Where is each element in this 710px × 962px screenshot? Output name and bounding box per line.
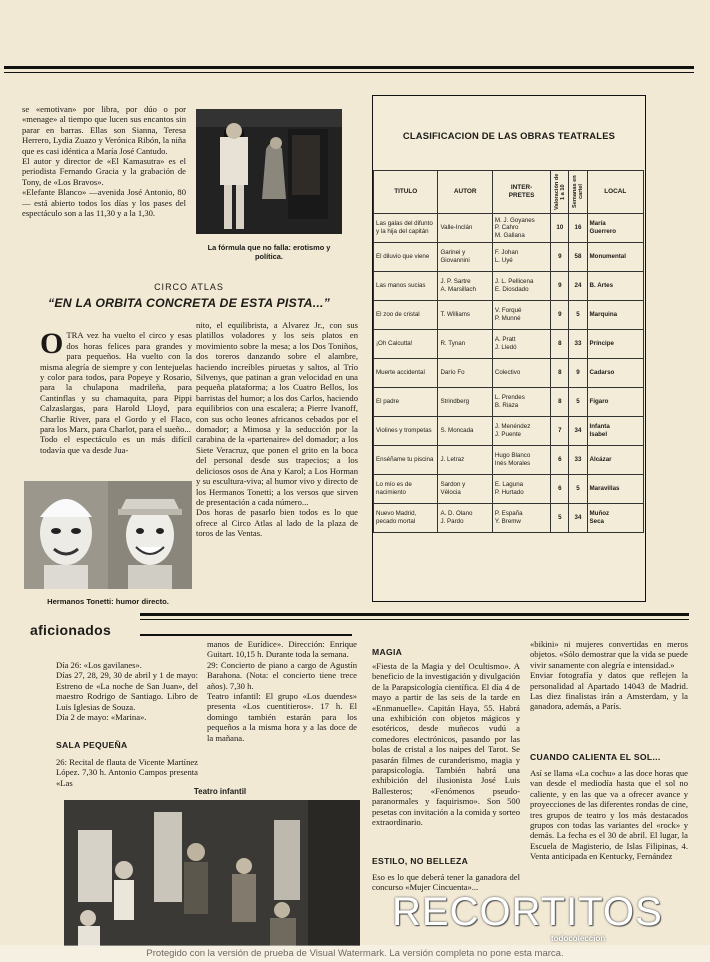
article-text-top: se «emotivan» por libra, por dúo o por «menage» al tiempo que lucen sus encantos sin parar en barras. Ellas son Sianna, Teresa Herrero, Lydia Zuazo y Verónica Ribón, la niña que es casi idéntica a María José Cantudo. El autor y director de «El Kamasutra» es el periodista Fernando Gracia y la grabación de Tony, de «Los Bravos». «Elefante Blanco» —avenida José Antonio, 80— está abierto todos los días y los pases del espectáculo son a las 11,30 y a la 1,30. — [22, 104, 186, 219]
cell-interpretes: Colectivo — [492, 359, 550, 388]
photo-teatro-infantil — [64, 800, 360, 946]
cell-titulo: Violines y trompetas — [374, 417, 438, 446]
classification-row — [374, 446, 644, 475]
classification-box — [372, 95, 646, 602]
classification-row — [374, 243, 644, 272]
stage-photo-illustration — [196, 109, 342, 234]
cell-semanas: 58 — [569, 243, 587, 272]
classification-row — [374, 330, 644, 359]
circo-text-1: TRA vez ha vuelto el circo y esas dos horas felices para grandes y para pequeños. Ha vuelto con la misma alegría de siempre y con lentejuelas y color para todos, para Popeye y Rosario, para la chulapona madrileña, para Cantinflas y su chamaquita, para Pippi Calzaslargas, para Harold Lloyd, para Charlie River, para el Gordo y el Flaco, para los Marx, para Charlot, para el sueño... Todo el espectáculo es un más difícil todavía que va desde Jua- — [40, 330, 192, 455]
right-column-text-1: «bikini» ni mujeres convertidas en meros objetos. «Sólo demostrar que la vida se puede vivir sanamente con alegría e intensidad.» Enviar fotografía y datos que reflejen la personalidad al Apartado 14043 de Madrid. Las diez finalistas irán a Amsterdam, y la ganadora, además, a París. — [530, 639, 688, 712]
aficionados-column-2: manos de Eurídice». Dirección: Enrique Guitart. 10,15 h. Durante toda la semana. 29: Concierto de piano a cargo de Agustín Barahona. (Nota: el concierto tiene trece años). 7,30 h. Teatro infantil: El grupo «Los duendes» presenta «Los cuentitieros». 17 h. El domingo también estarán para los pequeños a la misma hora y a las doce de la mañana. — [207, 639, 357, 743]
col-header-titulo: TITULO — [374, 171, 438, 214]
magia-text: «Fiesta de la Magia y del Ocultismo». A beneficio de la investigación y divulgación de la Parapsicología científica. El día 4 de mayo a partir de las seis de la tarde en «Enmanuelle». Capitán Haya, 55. Habrá una exhibición con objetos mágicos y esotéricos, desde muñecos vudú a comedores electrónicos, pasando por las bolas de cristal a los naipes del Tarot. Se pasarán filmes de curanderismo, magia y parapsicología. También habrá una exhibición del ilusionista José Luis Ballesteros; «Fenómenos pseudo-paranormales y faquirismo». Son 500 pesetas con invitación a la comida y sorteo extraordinario. — [372, 661, 520, 828]
cell-autor: Garinei y Giovannini — [438, 243, 492, 272]
cell-semanas: 24 — [569, 272, 587, 301]
cell-semanas: 34 — [569, 504, 587, 533]
circo-column-2: nito, el equilibrista, a Alvarez Jr., con sus platillos voladores y los seis platos en movimiento sobre la mesa; a los Dos Toniños, dos toreros danzando sobre el alambre, haciendo increíbles piruetas y saltos, al Trío Silvenys, que patinan a gran velocidad en una pequeña plataforma; a los Cuatro Bellos, los barristas del humor; a los dos Carlos, haciendo equilibrios con una escalera; a Pierre Ivanoff, con sus ocho leones africanos cebados por el domador; a Mimosa y la seducción por la carabina de la «partenaire» del domador; a los Siete Veracruz, que ponen el grito en la boca del personal desde sus trapecios; a los deliciosos osos de Ana y Karol; a Los Horman y su escultura-viva; al humor vivo y directo de los Hermanos Tonetti; a los versos que sirven de presentación a cada número... Dos horas de pasarlo bien todos es lo que ofrece al Circo Atlas al lado de la plaza de toros de las Ventas. — [196, 320, 358, 539]
cell-interpretes: V. Forqué P. Munné — [492, 301, 550, 330]
classification-row — [374, 388, 644, 417]
cell-interpretes: E. Laguna P. Hurtado — [492, 475, 550, 504]
cell-autor: T. Williams — [438, 301, 492, 330]
section-cuando-calienta-el-sol: CUANDO CALIENTA EL SOL... — [530, 752, 661, 762]
visual-watermark-notice: Protegido con la versión de prueba de Visual Watermark. La versión completa no pone esta marca. — [0, 945, 710, 962]
cell-valoracion: 8 — [551, 388, 569, 417]
photo-hermanos-tonetti — [24, 481, 192, 589]
cell-autor: J. Letraz — [438, 446, 492, 475]
cell-local: María Guerrero — [587, 214, 643, 243]
cell-valoracion: 9 — [551, 301, 569, 330]
section-sala-pequena: SALA PEQUEÑA — [56, 740, 128, 750]
cell-titulo: Muerte accidental — [374, 359, 438, 388]
cell-autor: R. Tynan — [438, 330, 492, 359]
top-rule-thin — [4, 72, 694, 73]
cell-autor: Sardon y Vélocia — [438, 475, 492, 504]
cell-autor: Strindberg — [438, 388, 492, 417]
clowns-photo-illustration — [24, 481, 192, 589]
cell-semanas: 33 — [569, 330, 587, 359]
col-header-interpretes: INTER- PRETES — [492, 171, 550, 214]
section-heading-aficionados: aficionados — [30, 622, 112, 638]
cell-titulo: Enséñame tu piscina — [374, 446, 438, 475]
classification-title: CLASIFICACION DE LAS OBRAS TEATRALES — [402, 130, 616, 141]
cell-local: Muñoz Seca — [587, 504, 643, 533]
cell-interpretes: L. Prendes B. Riaza — [492, 388, 550, 417]
cell-valoracion: 6 — [551, 475, 569, 504]
cell-titulo: Nuevo Madrid, pecado mortal — [374, 504, 438, 533]
cell-valoracion: 8 — [551, 359, 569, 388]
cell-autor: S. Moncada — [438, 417, 492, 446]
col-header-valoracion: Valoración de 1 a 10 — [551, 171, 569, 214]
photo-caption-teatro-infantil: Teatro infantil — [193, 787, 247, 796]
photo-erotismo-politica — [196, 109, 342, 234]
cell-autor: Valle-Inclán — [438, 214, 492, 243]
cell-local: Alcázar — [587, 446, 643, 475]
middle-rule — [140, 613, 689, 616]
cell-valoracion: 5 — [551, 504, 569, 533]
cell-local: Príncipe — [587, 330, 643, 359]
cell-valoracion: 9 — [551, 272, 569, 301]
recortitos-brand: RECORTITOS — [392, 890, 663, 934]
section-magia: MAGIA — [372, 647, 403, 657]
cell-valoracion: 9 — [551, 243, 569, 272]
estilo-text: Eso es lo que deberá tener la ganadora del concurso «Mujer Cincuenta»... — [372, 872, 520, 893]
cell-valoracion: 10 — [551, 214, 569, 243]
cell-titulo: ¡Oh Calcutta! — [374, 330, 438, 359]
cell-local: Marquina — [587, 301, 643, 330]
cell-titulo: Las manos sucias — [374, 272, 438, 301]
cell-semanas: 16 — [569, 214, 587, 243]
cell-valoracion: 6 — [551, 446, 569, 475]
classification-row — [374, 301, 644, 330]
cell-valoracion: 8 — [551, 330, 569, 359]
classification-row — [374, 359, 644, 388]
cell-semanas: 9 — [569, 359, 587, 388]
circo-column-1 — [40, 320, 192, 506]
classification-row — [374, 475, 644, 504]
cell-titulo: Lo mío es de nacimiento — [374, 475, 438, 504]
cell-interpretes: J. L. Pellicena E. Diosdado — [492, 272, 550, 301]
cell-interpretes: J. Menéndez J. Puente — [492, 417, 550, 446]
classification-rows — [374, 214, 644, 533]
aficionados-underline — [140, 634, 352, 636]
cell-titulo: El diluvio que viene — [374, 243, 438, 272]
classification-row — [374, 504, 644, 533]
cell-interpretes: P. España Y. Bremw — [492, 504, 550, 533]
cell-semanas: 5 — [569, 475, 587, 504]
article-title-circo: “EN LA ORBITA CONCRETA DE ESTA PISTA...” — [48, 296, 330, 310]
cell-interpretes: Hugo Blanco Inés Morales — [492, 446, 550, 475]
cell-local: Maravillas — [587, 475, 643, 504]
cell-autor: A. D. Olano J. Pardo — [438, 504, 492, 533]
photo-caption-tonetti: Hermanos Tonetti: humor directo. — [47, 597, 169, 606]
cell-local: Fígaro — [587, 388, 643, 417]
cell-semanas: 34 — [569, 417, 587, 446]
todocoleccion-brand: todocoleccion — [551, 934, 606, 943]
cell-local: B. Artes — [587, 272, 643, 301]
cell-local: Monumental — [587, 243, 643, 272]
cell-semanas: 5 — [569, 301, 587, 330]
top-rule — [4, 66, 694, 69]
section-estilo-no-belleza: ESTILO, NO BELLEZA — [372, 856, 469, 866]
cell-semanas: 5 — [569, 388, 587, 417]
cell-local: Cadarso — [587, 359, 643, 388]
aficionados-column-1: Día 26: «Los gavilanes». Días 27, 28, 29, 30 de abril y 1 de mayo: Estreno de «La noche de San Juan», del maestro Rodrigo de Santiago. Libro de Luis Iglesias de Souza. Día 2 de mayo: «Marina». — [56, 660, 198, 723]
aficionados-column-1b: 26: Recital de flauta de Vicente Martínez López. 7,30 h. Antonio Campos presenta «Las — [56, 757, 198, 788]
classification-table — [373, 170, 644, 533]
cell-interpretes: A. Pratt J. Lledó — [492, 330, 550, 359]
cell-semanas: 33 — [569, 446, 587, 475]
cell-interpretes: F. Johan L. Uyé — [492, 243, 550, 272]
classification-row — [374, 214, 644, 243]
cell-autor: J. P. Sartre A. Marsillach — [438, 272, 492, 301]
col-header-autor: AUTOR — [438, 171, 492, 214]
cell-autor: Darío Fo — [438, 359, 492, 388]
cell-titulo: Las galas del difunto y la hija del capitán — [374, 214, 438, 243]
section-kicker-circo: CIRCO ATLAS — [154, 282, 224, 292]
dropcap: O — [40, 327, 64, 361]
cell-titulo: El padre — [374, 388, 438, 417]
photo-caption-erotismo: La fórmula que no falla: erotismo y política. — [207, 243, 331, 261]
col-header-local: LOCAL — [587, 171, 643, 214]
col-header-semanas: Semanas en cartel — [569, 171, 587, 214]
classification-row — [374, 417, 644, 446]
children-theatre-illustration — [64, 800, 360, 946]
cell-local: Infanta Isabel — [587, 417, 643, 446]
cell-valoracion: 7 — [551, 417, 569, 446]
cell-interpretes: M. J. Goyanes P. Cahro M. Gallana — [492, 214, 550, 243]
classification-row — [374, 272, 644, 301]
middle-rule-thin — [140, 619, 689, 620]
right-column-text-2: Así se llama «La cochu» a las doce horas que van desde el mediodía hasta que el sol no caliente, y en las que va a ofrecer avance y proyecciones de las diferentes rondas de cine, tres grupos de teatro y los más destacados grupos con todas las variantes del «rock» y demás. La fecha es el 30 de abril. El lugar, la Escuela de Magisterio, de Islas Filipinas, 4. Venta anticipada en Kentucky, Fernández — [530, 768, 688, 862]
cell-titulo: El zoo de cristal — [374, 301, 438, 330]
